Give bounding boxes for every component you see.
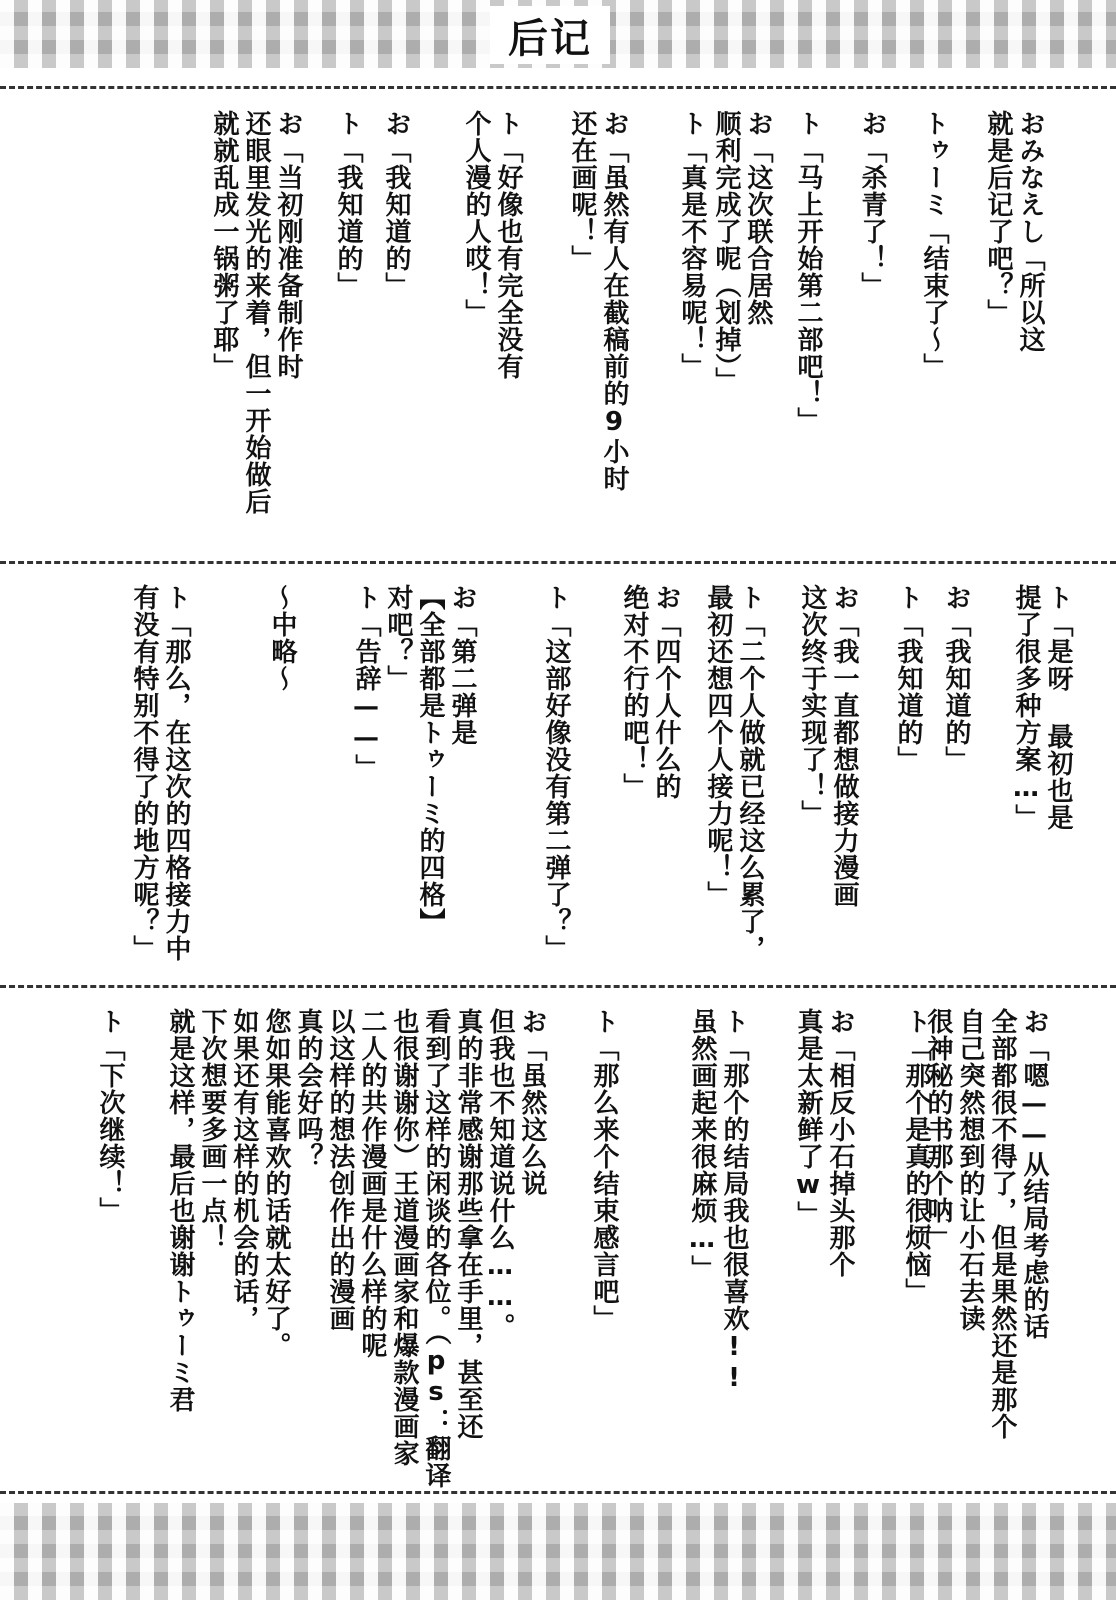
dialogue-section-1	[0, 100, 1116, 550]
dialogue-column: お「相反小石掉头那个 真是太新鲜了w」	[793, 1008, 855, 1278]
dialogue-column: ト「我知道的」	[893, 584, 923, 773]
dialogue-column: お「我知道的」	[941, 584, 971, 773]
dashed-divider	[0, 985, 1116, 988]
dialogue-column: ト「这部好像没有第二弹了？」	[541, 584, 571, 962]
dialogue-column: お「这次联合居然 顺利完成了呢（划掉）」	[711, 110, 773, 394]
dialogue-column: ト「那么，在这次的四格接力中 有没有特别不得了的地方呢？」	[129, 584, 191, 962]
dialogue-column: ト「二个人做就已经这么累了， 最初还想四个人接力呢！」	[703, 584, 765, 962]
dialogue-column: トゥーミ「结束了～」	[919, 110, 949, 380]
dialogue-column: お「我知道的」	[381, 110, 411, 299]
dialogue-column: お「虽然有人在截稿前的9小时 还在画呢！」	[567, 110, 629, 492]
page-title: 后记	[490, 6, 610, 64]
dialogue-column: ト「那个的结局我也很喜欢!! 虽然画起来很麻烦…」	[687, 1008, 749, 1394]
dialogue-column: お「杀青了！」	[857, 110, 887, 299]
dialogue-column: お「当初刚准备制作时 还眼里发光的来着，但一开始做后 就就乱成一锅粥了耶」	[209, 110, 303, 515]
dialogue-section-3	[0, 998, 1116, 1489]
dialogue-column: ト「真是不容易呢！」	[677, 110, 707, 380]
dialogue-column: お「虽然这么说 但我也不知道说什么……。 真的非常感谢那些拿在手里，甚至还 看到了这样的闲谈的各位。（ps：翻译 也很谢谢你）王道漫画家和爆款漫画家 二人的共作漫画是什么样的呢 以这样的想法创作出的漫画 真的会好吗？ 您如果能喜欢的话就太好了。 如果还有这样的机会的话， 下次想要多画一点！ 就是这样，最后也谢谢トゥーミ君	[165, 1008, 547, 1489]
dialogue-column: ～中略～	[267, 584, 297, 692]
dialogue-section-2	[0, 574, 1116, 974]
dialogue-column: ト「是呀 最初也是 提了很多种方案…」	[1011, 584, 1073, 831]
dialogue-column: ト「那么来个结束感言吧」	[589, 1008, 619, 1332]
dialogue-column: おみなえし「所以这 就是后记了吧？」	[983, 110, 1045, 353]
dialogue-column: お「我一直都想做接力漫画 这次终于实现了！」	[797, 584, 859, 908]
bottom-checker-band	[0, 1503, 1116, 1600]
dialogue-column: ト「下次继续！」	[95, 1008, 125, 1224]
dashed-divider	[0, 561, 1116, 564]
dialogue-column: お「嗯——从结局考虑的话 全部都很不得了，但是果然还是那个 自己突然想到的让小石去读 很神秘的书那个呐」	[923, 1008, 1049, 1440]
dashed-divider	[0, 86, 1116, 89]
dialogue-column: お「第二弹是 【全部都是トゥーミ的四格】 对吧？」	[383, 584, 477, 935]
dialogue-column: ト「马上开始第二部吧！」	[793, 110, 823, 434]
dashed-divider	[0, 1491, 1116, 1494]
dialogue-column: お「四个人什么的 绝对不行的吧！」	[619, 584, 681, 800]
dialogue-column: ト「那个是真的很烦恼」	[901, 1008, 931, 1305]
dialogue-column: ト「好像也有完全没有 个人漫的人哎！」	[461, 110, 523, 380]
dialogue-column: ト「告辞——」	[351, 584, 381, 781]
dialogue-column: ト「我知道的」	[333, 110, 363, 299]
